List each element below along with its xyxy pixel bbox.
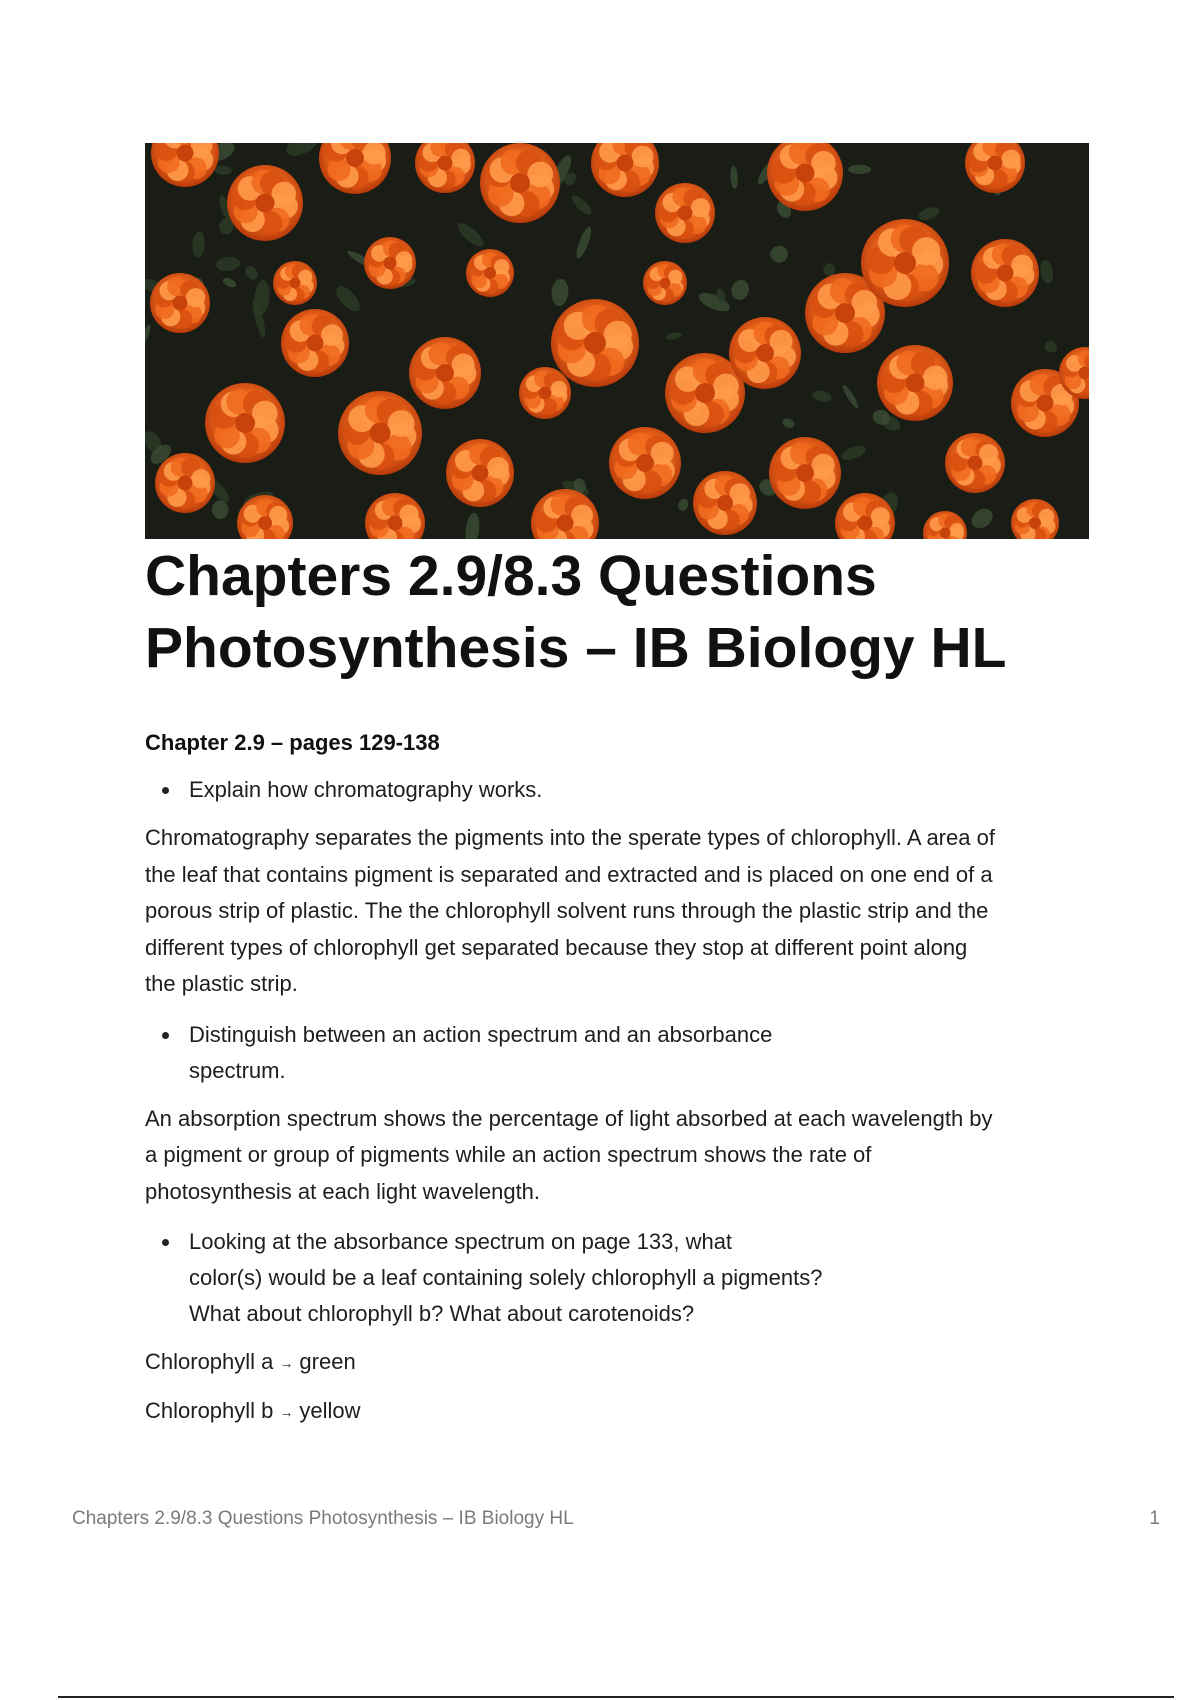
marigold-bloom [945, 433, 1005, 493]
bullet-dot-icon [162, 1239, 169, 1246]
pigment-color: yellow [299, 1398, 361, 1423]
marigold-bloom [769, 437, 841, 509]
question-line: Distinguish between an action spectrum and an absorbance [189, 1021, 773, 1047]
answer-chlorophyll-b [145, 1393, 1095, 1430]
answer-line: photosynthesis at each light wavelength. [145, 1178, 541, 1204]
marigold-bloom [861, 219, 949, 307]
question-bullet-1 [145, 772, 1095, 808]
question-line: spectrum. [189, 1057, 286, 1083]
marigold-bloom [466, 249, 514, 297]
answer-line: porous strip of plastic. The the chlorophyll solvent runs through the plastic strip and the [145, 898, 989, 923]
leaf-shape [848, 165, 871, 174]
question-line: color(s) would be a leaf containing solely chlorophyll a pigments? [189, 1265, 823, 1290]
pigment-label: Chlorophyll b [145, 1398, 274, 1423]
marigold-bloom [729, 317, 801, 389]
bullet-dot-icon [162, 1032, 169, 1039]
marigold-bloom [155, 453, 215, 513]
answer-chromatography [145, 820, 1095, 1003]
answer-line: Chromatography separates the pigments into the sperate types of chlorophyll. A area of [145, 825, 995, 850]
title-line-2: Photosynthesis – IB Biology HL [145, 616, 1007, 680]
marigold-bloom [205, 383, 285, 463]
marigold-bloom [338, 391, 422, 475]
marigold-bloom [480, 143, 560, 223]
marigold-bloom [971, 239, 1039, 307]
answer-line: different types of chlorophyll get separated because they stop at different point along [145, 934, 968, 960]
page-divider [58, 1696, 1174, 1698]
marigold-bloom [609, 427, 681, 499]
marigold-bloom [364, 237, 416, 289]
marigold-bloom [409, 337, 481, 409]
answer-chlorophyll-a [145, 1344, 1095, 1381]
answer-line: a pigment or group of pigments while an action spectrum shows the rate of [145, 1142, 872, 1167]
marigold-bloom [877, 345, 953, 421]
answer-line: An absorption spectrum shows the percentage of light absorbed at each wavelength by [145, 1105, 993, 1131]
chapter-heading: Chapter 2.9 – pages 129-138 [145, 730, 440, 755]
document-title [145, 540, 1105, 684]
question-line: Explain how chromatography works. [189, 777, 543, 802]
arrow-right-icon: → [279, 1355, 294, 1371]
question-line: What about chlorophyll b? What about carotenoids? [189, 1301, 695, 1326]
arrow-right-icon: → [279, 1404, 294, 1420]
bullet-dot-icon [162, 787, 169, 794]
answer-line: the leaf that contains pigment is separated and extracted and is placed on one end of a [145, 861, 993, 887]
hero-image [145, 143, 1089, 539]
marigold-bloom [551, 299, 639, 387]
marigold-bloom [643, 261, 687, 305]
marigold-bloom [655, 183, 715, 243]
title-line-1: Chapters 2.9/8.3 Questions [145, 544, 877, 608]
footer-title: Chapters 2.9/8.3 Questions Photosynthesis – IB Biology HL [72, 1508, 574, 1529]
marigold-flowers-photo [145, 143, 1089, 539]
document-body [145, 728, 1095, 1442]
marigold-bloom [227, 165, 303, 241]
pigment-color: green [299, 1349, 356, 1374]
answer-spectrum [145, 1101, 1095, 1211]
marigold-bloom [150, 273, 210, 333]
marigold-bloom [519, 367, 571, 419]
pigment-label: Chlorophyll a [145, 1349, 274, 1374]
marigold-bloom [446, 439, 514, 507]
marigold-bloom [273, 261, 317, 305]
question-bullet-3 [145, 1224, 1095, 1332]
answer-line: the plastic strip. [145, 971, 298, 996]
question-bullet-2 [145, 1017, 1095, 1089]
page-number: 1 [1149, 1508, 1160, 1529]
marigold-bloom [281, 309, 349, 377]
marigold-bloom [693, 471, 757, 535]
question-line: Looking at the absorbance spectrum on page 133, what [189, 1229, 733, 1254]
